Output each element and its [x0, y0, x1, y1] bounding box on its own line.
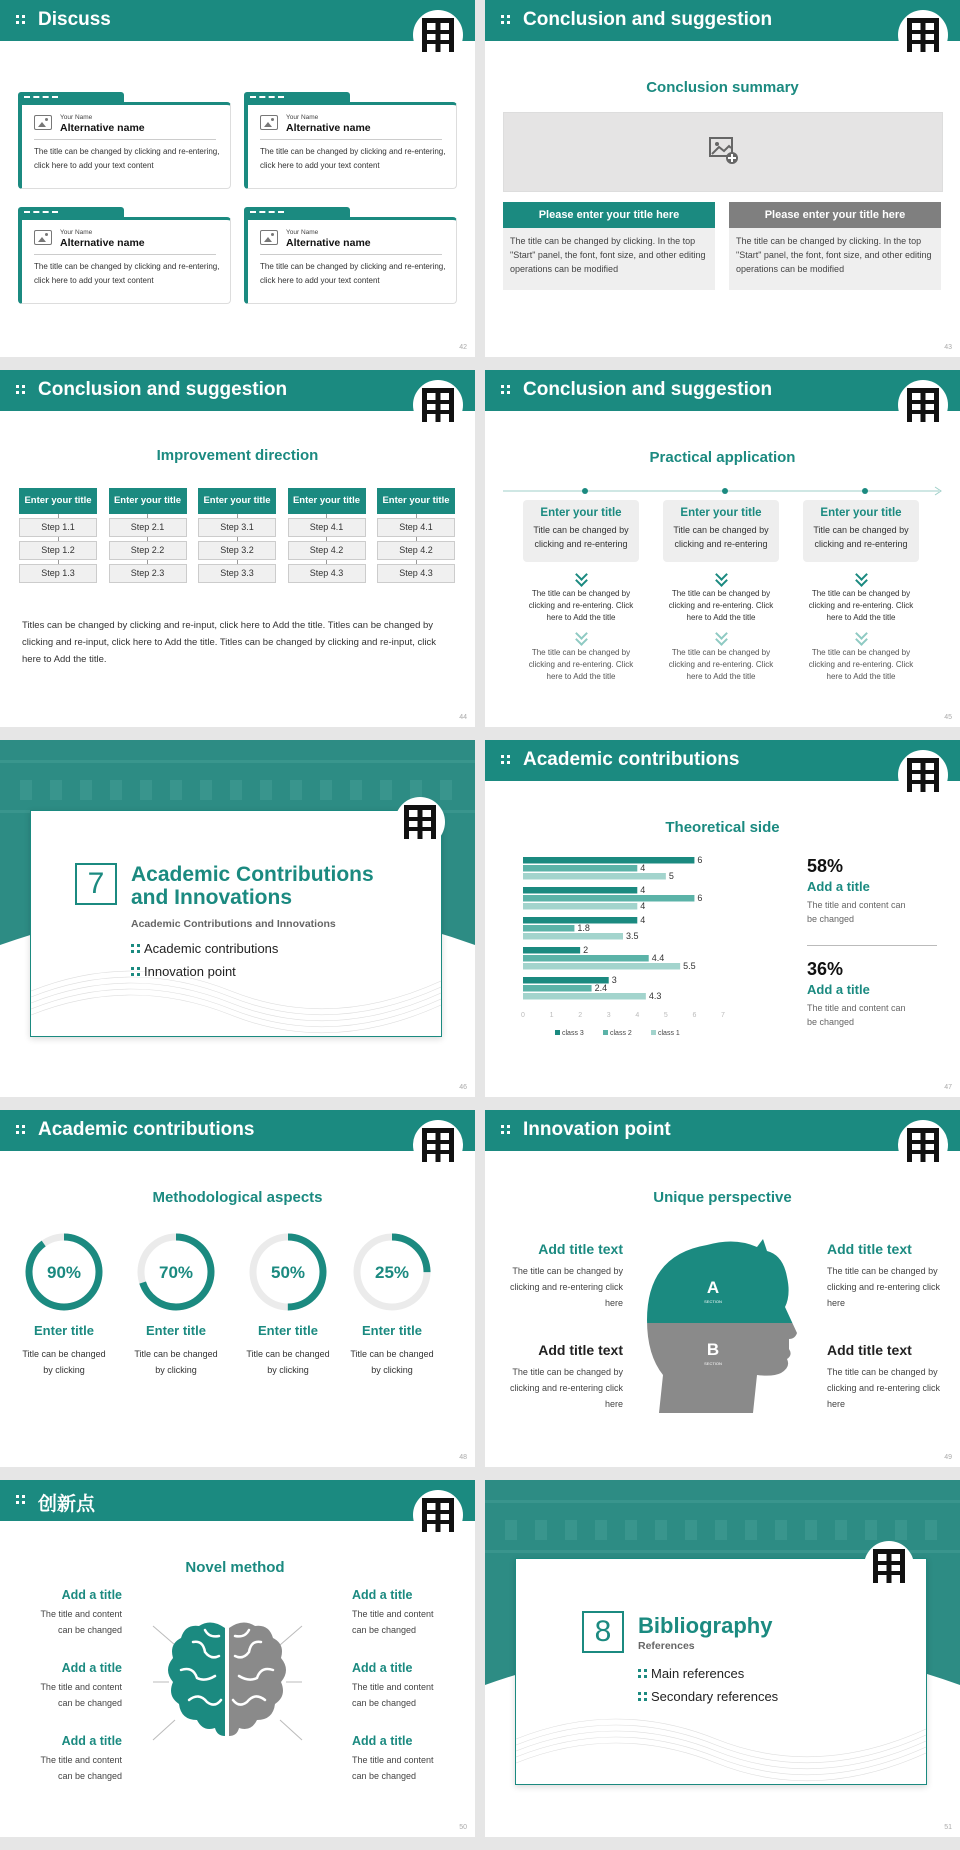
chart-bar — [523, 865, 637, 872]
section-subtitle: Unique perspective — [653, 1189, 792, 1206]
step-box: Step 4.2 — [377, 541, 455, 560]
section-title: Bibliography — [638, 1613, 773, 1638]
legend-label: class 3 — [562, 1030, 584, 1037]
ring-percent: 70% — [158, 1263, 194, 1282]
section-item-2 — [638, 1689, 778, 1704]
novel-item-right — [352, 1734, 447, 1784]
slide-title: 创新点 — [38, 1494, 96, 1515]
progress-ring — [136, 1232, 216, 1312]
step-box: Step 4.1 — [377, 518, 455, 537]
step-box: Step 4.3 — [377, 564, 455, 583]
progress-ring-item — [20, 1232, 108, 1378]
building-logo-icon — [898, 750, 948, 800]
building-logo-icon — [413, 1490, 463, 1540]
chart-bar — [523, 903, 637, 910]
slide-practical-application — [485, 370, 960, 727]
chart-bar — [523, 925, 574, 932]
building-logo-icon — [413, 10, 463, 60]
card-your-name: Your Name — [286, 114, 319, 121]
improvement-column — [377, 488, 455, 583]
novel-item-left — [30, 1661, 122, 1711]
x-tick-label: 7 — [721, 1012, 725, 1019]
application-text: The title can be changed by clicking and re-entering. Click here to Add the title — [528, 648, 634, 681]
card-alt-name: Alternative name — [286, 237, 371, 249]
slide-novel-method — [0, 1480, 475, 1837]
page-number: 48 — [459, 1454, 467, 1461]
application-text: The title can be changed by clicking and re-entering. Click here to Add the title — [808, 648, 914, 681]
progress-ring-item — [244, 1232, 332, 1378]
card-divider — [34, 254, 216, 255]
section-card — [515, 1558, 927, 1785]
building-logo-icon — [413, 1120, 463, 1170]
item-title: Add a title — [352, 1661, 413, 1675]
item-title: Add a title — [61, 1588, 122, 1602]
chart-bar — [523, 955, 649, 962]
data-label: 2.4 — [594, 983, 608, 993]
card-alt-name: Alternative name — [60, 237, 145, 249]
application-column — [523, 500, 639, 683]
legend-label: class 2 — [610, 1030, 632, 1037]
page-number: 43 — [944, 344, 952, 351]
step-box: Step 4.3 — [288, 564, 366, 583]
dots-icon — [638, 1669, 647, 1678]
item-text: The title can be changed by clicking and re-entering click here — [509, 1367, 623, 1409]
data-label: 4.4 — [651, 953, 665, 963]
card-body — [244, 217, 457, 304]
chart-bar — [523, 857, 694, 864]
section-item-label: Academic contributions — [144, 941, 279, 956]
data-label: 4 — [640, 915, 646, 925]
card-text: The title can be changed by clicking and re-entering, click here to add your text content — [260, 262, 446, 285]
image-icon — [34, 115, 52, 130]
progress-ring — [24, 1232, 104, 1312]
item-title: Add a title — [61, 1661, 122, 1675]
slide-header — [485, 740, 960, 781]
slide-conclusion-summary — [485, 0, 960, 357]
stat-title: Add a title — [807, 982, 870, 997]
item-text: The title and content can be changed — [352, 1609, 434, 1635]
item-text: The title and content can be changed — [40, 1755, 122, 1781]
section-subtitle: Practical application — [649, 449, 796, 466]
application-text: The title can be changed by clicking and re-entering. Click here to Add the title — [528, 589, 634, 622]
chart-bar — [523, 895, 694, 902]
column-title: Enter your title — [288, 488, 366, 514]
data-label: 6 — [697, 855, 703, 865]
left-text-2 — [505, 1342, 623, 1412]
legend-label: class 1 — [658, 1030, 680, 1037]
chart-bar — [523, 887, 637, 894]
bar-chart — [493, 852, 743, 1037]
progress-ring-item — [132, 1232, 220, 1378]
discuss-card — [244, 207, 456, 307]
summary-box-2 — [729, 202, 941, 294]
column-title: Enter your title — [198, 488, 276, 514]
x-tick-label: 4 — [635, 1012, 640, 1019]
ring-percent: 50% — [270, 1263, 306, 1282]
step-box: Step 3.3 — [198, 564, 276, 583]
step-box: Step 2.3 — [109, 564, 187, 583]
section-item-label: Innovation point — [144, 964, 236, 979]
item-text: The title and content can be changed — [352, 1755, 434, 1781]
application-desc: Title can be changed by clicking and re-entering — [813, 525, 909, 549]
ring-title: Enter title — [258, 1323, 318, 1338]
novel-item-right — [352, 1661, 447, 1711]
dots-icon — [16, 385, 25, 394]
summary-box-title: Please enter your title here — [729, 202, 941, 228]
dots-icon — [131, 967, 140, 976]
stat-title: Add a title — [807, 879, 870, 894]
ring-text: Title can be changed by clicking — [134, 1349, 218, 1375]
item-title: Add title text — [827, 1241, 912, 1257]
label-a-section: SECTION — [704, 1299, 722, 1304]
label-b-section: SECTION — [704, 1361, 722, 1366]
page-number: 50 — [459, 1824, 467, 1831]
dots-icon — [16, 15, 25, 24]
card-alt-name: Alternative name — [60, 122, 145, 134]
data-label: 4 — [640, 885, 646, 895]
application-title: Enter your title — [820, 507, 902, 519]
page-number: 49 — [944, 1454, 952, 1461]
slide-title: Academic contributions — [38, 1119, 255, 1140]
card-text: The title can be changed by clicking and re-entering, click here to add your text content — [260, 147, 446, 170]
section-subtitle: References — [638, 1640, 695, 1652]
section-subtitle: Methodological aspects — [152, 1189, 323, 1206]
card-alt-name: Alternative name — [286, 122, 371, 134]
chart-bar — [523, 993, 646, 1000]
application-desc: Title can be changed by clicking and re-entering — [673, 525, 769, 549]
page-number: 51 — [944, 1824, 952, 1831]
section-subtitle: Conclusion summary — [646, 79, 799, 96]
item-text: The title can be changed by clicking and re-entering click here — [509, 1266, 623, 1308]
slide-header — [0, 0, 475, 41]
page-number: 44 — [459, 714, 467, 721]
improvement-column — [109, 488, 187, 583]
novel-item-left — [30, 1588, 122, 1638]
slide-discuss — [0, 0, 475, 357]
dots-icon — [501, 385, 510, 394]
summary-box-text: The title can be changed by clicking. In the top "Start" panel, the font, font size, and other editing operations can be modified — [503, 228, 715, 290]
card-tab-dashes — [24, 96, 58, 100]
brain-icon — [145, 1590, 310, 1750]
stat-text: The title and content can be changed — [807, 900, 906, 924]
item-text: The title and content can be changed — [40, 1609, 122, 1635]
card-divider — [260, 254, 442, 255]
stat-block-1 — [807, 856, 947, 926]
body-paragraph: Titles can be changed by clicking and re-input, click here to Add the title. Titles can be changed by clicking and re-input, click here to Add the title. Titles can be changed by clicking and re-input, click here to Add the title. — [22, 620, 436, 665]
application-desc: Title can be changed by clicking and re-entering — [533, 525, 629, 549]
dots-icon — [501, 755, 510, 764]
ring-text: Title can be changed by clicking — [246, 1349, 330, 1375]
step-box: Step 2.1 — [109, 518, 187, 537]
section-item-label: Main references — [651, 1666, 745, 1681]
chart-bar — [523, 947, 580, 954]
improvement-column — [19, 488, 97, 583]
timeline-line — [503, 486, 943, 496]
slide-section-8 — [485, 1480, 960, 1837]
legend-swatch — [555, 1030, 560, 1035]
item-title: Add a title — [352, 1734, 413, 1748]
stat-text: The title and content can be changed — [807, 1003, 906, 1027]
ring-percent: 90% — [46, 1263, 82, 1282]
left-text-1 — [505, 1241, 623, 1311]
ring-text: Title can be changed by clicking — [350, 1349, 434, 1375]
summary-box-title: Please enter your title here — [503, 202, 715, 228]
discuss-card — [18, 92, 230, 192]
progress-ring — [248, 1232, 328, 1312]
section-number: 7 — [75, 863, 117, 905]
x-tick-label: 1 — [549, 1012, 554, 1019]
slide-section-7 — [0, 740, 475, 1097]
progress-ring — [352, 1232, 432, 1312]
ring-title: Enter title — [362, 1323, 422, 1338]
card-tab-dashes — [250, 211, 284, 215]
x-tick-label: 3 — [606, 1012, 611, 1019]
image-icon — [260, 115, 278, 130]
discuss-card — [244, 92, 456, 192]
step-box: Step 4.2 — [288, 541, 366, 560]
slide-title: Innovation point — [523, 1119, 671, 1140]
data-label: 4 — [640, 863, 646, 873]
summary-box-text: The title can be changed by clicking. In the top "Start" panel, the font, font size, and other editing operations can be modified — [729, 228, 941, 290]
card-body — [244, 102, 457, 189]
building-logo-icon — [395, 797, 445, 847]
data-label: 3.5 — [626, 931, 639, 941]
item-title: Add title text — [538, 1241, 623, 1257]
stat-block-2 — [807, 959, 947, 1029]
slide-header — [0, 370, 475, 411]
dots-icon — [16, 1495, 25, 1504]
application-text: The title can be changed by clicking and re-entering. Click here to Add the title — [668, 589, 774, 622]
building-logo-icon — [864, 1541, 914, 1591]
item-title: Add a title — [352, 1588, 413, 1602]
data-label: 4 — [640, 901, 646, 911]
novel-item-right — [352, 1588, 447, 1638]
page-number: 45 — [944, 714, 952, 721]
section-item-2 — [131, 964, 236, 979]
chart-bar — [523, 873, 666, 880]
slide-methodological-aspects — [0, 1110, 475, 1467]
section-title: Academic Contributions and Innovations — [131, 863, 374, 909]
item-text: The title and content can be changed — [40, 1682, 122, 1708]
item-title: Add title text — [538, 1342, 623, 1358]
slide-header — [485, 1110, 960, 1151]
section-subtitle: Novel method — [185, 1559, 285, 1576]
legend-swatch — [651, 1030, 656, 1035]
application-column — [663, 500, 779, 683]
section-subtitle: Academic Contributions and Innovations — [131, 918, 336, 930]
slide-header — [0, 1110, 475, 1151]
slide-header — [485, 370, 960, 411]
slide-title: Conclusion and suggestion — [523, 9, 773, 30]
slide-improvement-direction — [0, 370, 475, 727]
building-logo-icon — [413, 380, 463, 430]
ring-title: Enter title — [34, 1323, 94, 1338]
step-box: Step 4.1 — [288, 518, 366, 537]
x-tick-label: 6 — [692, 1012, 697, 1019]
step-box: Step 3.1 — [198, 518, 276, 537]
card-body — [18, 217, 231, 304]
section-card — [30, 810, 442, 1037]
section-item-1 — [638, 1666, 744, 1681]
card-text: The title can be changed by clicking and re-entering, click here to add your text content — [34, 147, 220, 170]
section-item-1 — [131, 941, 278, 956]
card-tab-dashes — [250, 96, 284, 100]
slide-title: Conclusion and suggestion — [38, 379, 288, 400]
improvement-column — [288, 488, 366, 583]
building-logo-icon — [898, 10, 948, 60]
application-title: Enter your title — [680, 507, 762, 519]
data-label: 1.8 — [577, 923, 590, 933]
application-title: Enter your title — [540, 507, 622, 519]
section-subtitle: Theoretical side — [665, 819, 780, 836]
discuss-card — [18, 207, 230, 307]
card-divider — [34, 139, 216, 140]
item-title: Add title text — [827, 1342, 912, 1358]
card-your-name: Your Name — [286, 229, 319, 236]
chart-bar — [523, 985, 592, 992]
slide-title: Academic contributions — [523, 749, 740, 770]
slide-theoretical-side — [485, 740, 960, 1097]
card-divider — [260, 139, 442, 140]
data-label: 6 — [697, 893, 703, 903]
data-label: 2 — [583, 945, 589, 955]
card-tab-dashes — [24, 211, 58, 215]
right-text-2 — [827, 1342, 945, 1412]
progress-ring-item — [348, 1232, 436, 1378]
column-title: Enter your title — [109, 488, 187, 514]
image-icon — [34, 230, 52, 245]
label-a: A — [706, 1278, 720, 1297]
slide-title: Conclusion and suggestion — [523, 379, 773, 400]
ring-text: Title can be changed by clicking — [22, 1349, 106, 1375]
section-item-label: Secondary references — [651, 1689, 779, 1704]
item-title: Add a title — [61, 1734, 122, 1748]
image-icon — [260, 230, 278, 245]
step-box: Step 3.2 — [198, 541, 276, 560]
data-label: 4.3 — [648, 991, 662, 1001]
image-placeholder[interactable] — [503, 112, 943, 192]
page-number: 42 — [459, 344, 467, 351]
card-body — [18, 102, 231, 189]
x-tick-label: 0 — [521, 1012, 525, 1019]
building-logo-icon — [898, 380, 948, 430]
step-box: Step 1.3 — [19, 564, 97, 583]
data-label: 3 — [611, 975, 617, 985]
page-number: 46 — [459, 1084, 467, 1091]
page-number: 47 — [944, 1084, 952, 1091]
ring-percent: 25% — [374, 1263, 410, 1282]
item-text: The title can be changed by clicking and re-entering click here — [827, 1266, 941, 1308]
chart-bar — [523, 963, 680, 970]
column-title: Enter your title — [377, 488, 455, 514]
chart-bar — [523, 933, 623, 940]
dots-icon — [638, 1692, 647, 1701]
building-logo-icon — [898, 1120, 948, 1170]
stat-percent: 58% — [807, 856, 844, 876]
stat-percent: 36% — [807, 959, 844, 979]
step-box: Step 1.2 — [19, 541, 97, 560]
label-b: B — [706, 1340, 720, 1359]
x-tick-label: 2 — [578, 1012, 583, 1019]
step-box: Step 1.1 — [19, 518, 97, 537]
item-text: The title and content can be changed — [352, 1682, 434, 1708]
item-text: The title can be changed by clicking and re-entering click here — [827, 1367, 941, 1409]
application-box — [523, 500, 639, 562]
section-number: 8 — [582, 1611, 624, 1653]
legend-swatch — [603, 1030, 608, 1035]
right-text-1 — [827, 1241, 945, 1311]
summary-box-1 — [503, 202, 715, 294]
dots-icon — [501, 15, 510, 24]
application-text: The title can be changed by clicking and re-entering. Click here to Add the title — [808, 589, 914, 622]
application-box — [663, 500, 779, 562]
data-label: 5.5 — [683, 961, 696, 971]
image-add-icon — [709, 137, 739, 165]
card-text: The title can be changed by clicking and re-entering, click here to add your text content — [34, 262, 220, 285]
card-your-name: Your Name — [60, 114, 93, 121]
dots-icon — [501, 1125, 510, 1134]
slide-title: Discuss — [38, 9, 111, 30]
x-tick-label: 5 — [663, 1012, 668, 1019]
card-your-name: Your Name — [60, 229, 93, 236]
improvement-column — [198, 488, 276, 583]
dots-icon — [131, 944, 140, 953]
column-title: Enter your title — [19, 488, 97, 514]
novel-item-left — [30, 1734, 122, 1784]
section-subtitle: Improvement direction — [156, 447, 319, 464]
ring-title: Enter title — [146, 1323, 206, 1338]
slide-header — [0, 1480, 475, 1521]
head-profile-icon — [645, 1235, 805, 1413]
application-box — [803, 500, 919, 562]
data-label: 5 — [668, 871, 674, 881]
slide-header — [485, 0, 960, 41]
stat-divider — [807, 945, 937, 946]
dots-icon — [16, 1125, 25, 1134]
step-box: Step 2.2 — [109, 541, 187, 560]
slide-unique-perspective — [485, 1110, 960, 1467]
application-column — [803, 500, 919, 683]
application-text: The title can be changed by clicking and re-entering. Click here to Add the title — [668, 648, 774, 681]
